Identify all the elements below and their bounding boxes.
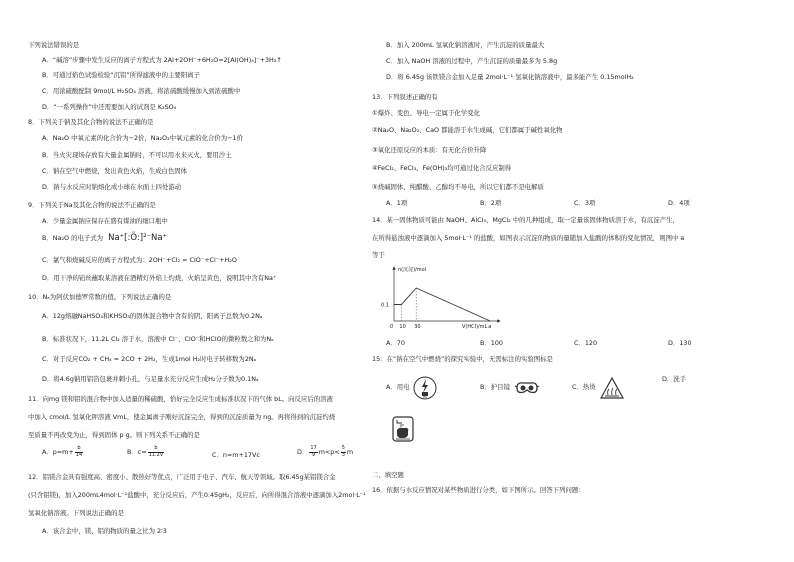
- q14-answers: [386, 340, 762, 347]
- q8-option-d: D．钠与水反应时钠熔化成小球在水面上四处游动: [42, 183, 182, 191]
- fraction: $\frac{b}{14}$: [75, 445, 83, 458]
- q13-item-1: ①爆炸、变色、导电一定属于化学变化: [372, 109, 480, 117]
- y-tick-label: 0.1: [381, 302, 389, 309]
- q11-option-d: D． $\frac{17}{9}$ m<p< $\frac{5}{3}$ m: [297, 445, 354, 458]
- precipitate-chart: [380, 263, 510, 331]
- q12-option-b: B．加入 200mL 氢氧化钠溶液时，产生沉淀的质量最大: [386, 41, 545, 49]
- q14-line2: 在所得悬浊液中逐滴加入 5mol·L⁻¹ 的盐酸，如图表示沉淀的物质的量随加入盐酸的体积的变化情况，则图中 a: [372, 234, 685, 242]
- x-tick-label: a: [488, 324, 492, 330]
- left-column: [28, 0, 380, 562]
- x-axis-label: V(HCl)/mL: [462, 324, 488, 330]
- fraction: $\frac{17}{9}$: [310, 445, 317, 458]
- q13-answer-d: D．4项: [668, 199, 690, 207]
- q9-option-b-prefix: B．Na₂O 的电子式为: [42, 234, 104, 242]
- q13-answer-b: B．2项: [480, 199, 502, 207]
- q8-option-a: A．Na₂O 中氧元素的化合价为−2价，Na₂O₂中氧元素的化合价为−1价: [42, 134, 243, 142]
- q10-option-b: B．标准状况下，11.2L Cl₂ 溶于水，溶液中 Cl⁻、ClO⁻和HClO的微粒数之和为Nₐ: [42, 335, 274, 343]
- q10-stem: 10．Nₐ为阿伏加德罗常数的值。下列说法正确的是: [28, 293, 172, 301]
- q7-option-b: B．可通过焰色试验检验“沉铝”所得滤液中的主要阳离子: [42, 71, 200, 79]
- q11-option-c: C．n=m+17Vc: [212, 451, 260, 459]
- q14-answer-a: A．70: [386, 339, 405, 347]
- q7-option-d: D．“一系列操作”中还需要加入的试剂是 K₂SO₄: [42, 103, 177, 111]
- q15-stem: 15．在“钠在空气中燃烧”的探究实验中，无需标注的实验图标是: [372, 355, 553, 363]
- q16-stem: 16．依据与水反应情况对某些物质进行分类，如下图所示。回答下列问题：: [372, 486, 585, 494]
- q13-stem: 13．下列叙述正确的有: [372, 93, 438, 101]
- q14-answer-b: B．100: [480, 339, 503, 347]
- q14-line3: 等于: [372, 251, 385, 259]
- x-tick-label: 30: [414, 324, 421, 330]
- x-tick-label: 10: [399, 324, 406, 330]
- section-heading: 二、填空题: [372, 471, 404, 479]
- q10-option-d: D．将4.6g钠用铝箔包裹并刺小孔，与足量水充分反应生成H₂分子数为0.1Nₐ: [42, 375, 259, 383]
- q15-signs: [372, 368, 724, 448]
- q12-line1: 12．铝镁合金具有强度高、密度小、散热好等优点，广泛用于电子、汽车、航天等领域。取6.45g某铝镁合金: [28, 473, 336, 481]
- electric-plug-icon: [413, 376, 437, 400]
- q11-options: [42, 446, 382, 464]
- q11-line2: 中加入 cmol/L 氢氧化钾溶液 VmL，使金属离子刚好沉淀完全，得到的沉淀质量为 ng。再将得到的沉淀灼烧: [28, 413, 336, 421]
- sign-d-picture: [392, 416, 414, 442]
- q11-option-b: B．c= $\frac{b}{11.2V}$: [127, 445, 164, 458]
- q13-answers: [386, 200, 762, 207]
- q12-line3: 氢氧化钠溶液。下列说法正确的是: [28, 509, 124, 517]
- q13-answer-a: A．1项: [386, 199, 408, 207]
- q9-stem: 9．下列关于Na及其化合物的说法不正确的是: [28, 201, 156, 209]
- sign-c: C．热烫: [572, 376, 625, 400]
- q7-stem: 下列说法错误的是: [28, 41, 80, 49]
- q12-option-c: C．加入 NaOH 溶液的过程中，产生沉淀的质量最多为 5.8g: [386, 57, 558, 65]
- hot-surface-icon: [599, 376, 625, 400]
- q13-answer-c: C．3项: [574, 199, 596, 207]
- q8-option-b: B．当火灾现场存放有大量金属钠时，不可以用水来灭火，要用沙土: [42, 151, 232, 159]
- fraction: $\frac{b}{11.2V}$: [148, 445, 164, 458]
- q7-option-c: C．用浓硫酸配制 9mol/L H₂SO₄ 溶液，将浓硫酸缓慢加入到浓硫酸中: [42, 87, 241, 95]
- sign-b: B．护目镜: [480, 376, 541, 400]
- q14-answer-c: C．120: [574, 339, 598, 347]
- series-line: [394, 288, 490, 321]
- q10-option-a: A．12g熔融NaHSO₄和KHSO₃的固体混合物中含有的阴、阳离子总数为0.2Nₐ: [42, 312, 263, 320]
- q9-option-a: A．少量金属钠应保存在盛有煤油的细口瓶中: [42, 217, 168, 225]
- q9-option-b: [42, 234, 167, 244]
- fraction: $\frac{5}{3}$: [341, 445, 345, 458]
- y-axis-label: n(沉淀)/mol: [398, 267, 427, 273]
- q12-line2: (只含铝镁)，加入200mL4mol·L⁻¹盐酸中，充分反应后，产生0.45gH₂，反应后，向所得混合溶液中逐滴加入2mol·L⁻¹: [28, 491, 366, 499]
- q13-item-4: ④FeCl₂、FeCl₃、Fe(OH)₃均可通过化合反应制得: [372, 164, 512, 172]
- q8-stem: 8．下列关于钠及其化合物的说法不正确的是: [28, 118, 154, 126]
- q13-item-3: ③氧化还原反应的本质：有无化合价升降: [372, 146, 487, 154]
- q14-answer-d: D．130: [668, 339, 692, 347]
- q12-option-a: A．该合金中，镁、铝的物质的量之比为 2∶3: [42, 527, 167, 535]
- q10-option-c: C．对于反应CO₂ + CH₄ = 2CO + 2H₂，生成1mol H₂时电子转移数为2Nₐ: [42, 355, 257, 363]
- q13-item-2: ②Na₂O、Na₂O₂、CaO 都能溶于水生成碱，它们都属于碱性氧化物: [372, 126, 563, 134]
- origin-label: 0: [390, 324, 394, 330]
- goggles-icon: [513, 376, 541, 400]
- electron-formula: Na⁺[:Ö:]²⁻Na⁺: [108, 233, 168, 243]
- q9-option-c: C．氯气和烧碱反应的离子方程式为：2OH⁻+Cl₂ = ClO⁻+Cl⁻+H₂O: [42, 256, 237, 264]
- q11-line3: 至质量不再改变为止，得到固体 p g。则下列关系不正确的是: [28, 431, 200, 439]
- sign-d: D．洗手: [662, 375, 687, 383]
- sign-a: A．用电: [386, 376, 437, 400]
- q14-line1: 14．某一固体物质可能由 NaOH、AlCl₃、MgCl₂ 中的几种组成，取一定量该固体物质溶于水，有沉淀产生，: [372, 216, 679, 224]
- q8-option-c: C．钠在空气中燃烧，发出黄色火焰，生成白色固体: [42, 167, 188, 175]
- hand-wash-icon: [392, 416, 414, 442]
- q9-option-d: D．用干净的铂丝蘸取某溶液在酒精灯外焰上灼烧，火焰呈黄色，说明其中含有Na⁺: [42, 274, 277, 282]
- q13-item-5: ⑤烧碱固体、纯醋酸、乙醇均不导电，所以它们都不是电解质: [372, 183, 544, 191]
- q11-line1: 11．向mg 镁和铝的混合物中加入适量的稀硫酸，恰好完全反应生成标准状况下的气体 bL。向反应后的溶液: [28, 395, 333, 403]
- right-column: [372, 0, 724, 562]
- q7-option-a: A．“碱溶”步骤中发生反应的离子方程式为 2Al+2OH⁻+6H₂O=2[Al(OH)₄]⁻+3H₂↑: [42, 56, 282, 64]
- q12-option-d: D．将 6.45g 该铁镁合金加入足量 2mol·L⁻¹ 氢氧化钠溶液中，最多能产生 0.15molH₂: [386, 73, 634, 81]
- q11-option-a: A．p=m+ $\frac{b}{14}$: [42, 445, 83, 458]
